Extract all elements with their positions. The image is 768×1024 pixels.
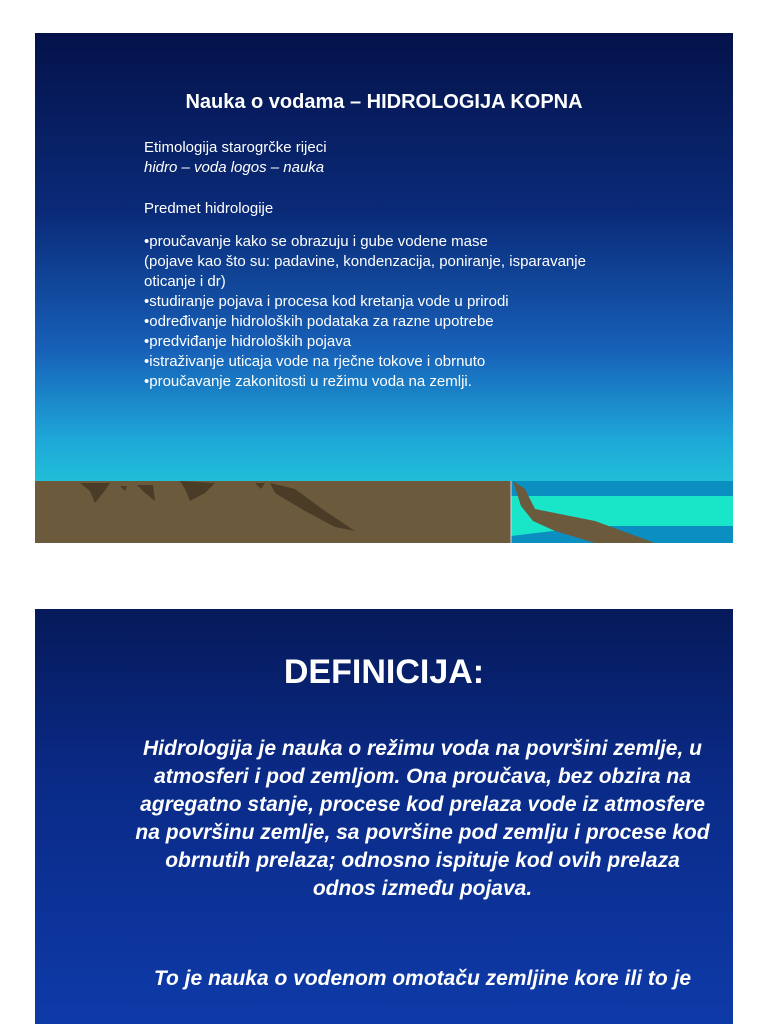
bullet-line: •određivanje hidroloških podataka za razne upotrebe (144, 313, 494, 330)
ground-strip (35, 481, 511, 543)
bullet-line: (pojave kao što su: padavine, kondenzacija, poniranje, isparavanje (144, 253, 586, 270)
definition-paragraph: Hidrologija je nauka o režimu voda na površini zemlje, u atmosferi i pod zemljom. Ona proučava, bez obzira na agregatno stanje, procese kod prelaza vode iz atmosfere na površinu zemlje, sa površine pod zemlju i procese kod obrnutih prelaza; odnosno ispituje kod ovih prelaza odnos između pojava. (135, 737, 710, 900)
bullet-line: •studiranje pojava i procesa kod kretanja vode u prirodi (144, 293, 509, 310)
etymology-text: hidro – voda logos – nauka (144, 159, 325, 176)
bullet-line: •istraživanje uticaja vode na rječne tokove i obrnuto (144, 353, 486, 370)
slide-title: DEFINICIJA: (283, 653, 485, 691)
slide-definition (35, 609, 733, 1024)
slide-title: Nauka o vodama – HIDROLOGIJA KOPNA (185, 91, 583, 113)
ground-sea-illustration (35, 481, 733, 543)
bullet-line: •proučavanje zakonitosti u režimu voda na zemlji. (144, 373, 472, 390)
slide-hydrology-intro (35, 33, 733, 543)
bullet-line: •predviđanje hidroloških pojava (144, 333, 352, 350)
subject-heading: Predmet hidrologije (144, 200, 274, 217)
definition-paragraph-2: To je nauka o vodenom omotaču zemljine kore ili to je (153, 967, 692, 990)
bullet-line: •proučavanje kako se obrazuju i gube vodene mase (144, 233, 488, 250)
slide-body (144, 138, 719, 392)
bullet-line: oticanje i dr) (144, 273, 226, 290)
etymology-heading: Etimologija starogrčke rijeci (144, 139, 327, 156)
